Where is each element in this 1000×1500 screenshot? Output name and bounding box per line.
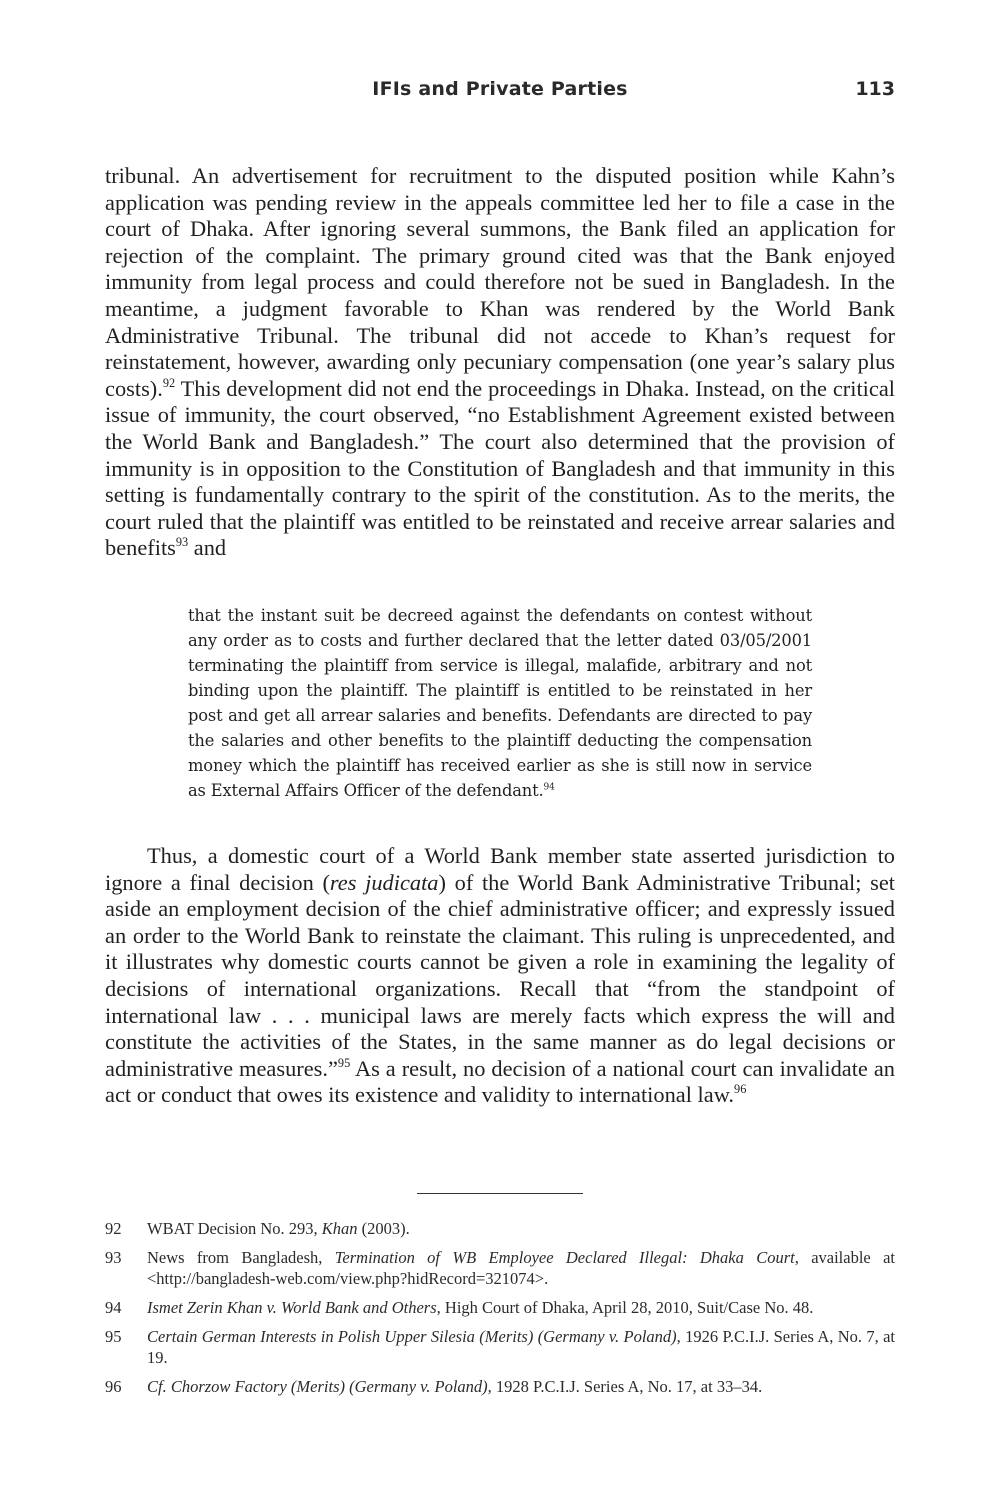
footnote-text: (2003). xyxy=(357,1219,410,1238)
footnote-text: , High Court of Dhaka, April 28, 2010, Suit/Case No. 48. xyxy=(436,1298,814,1317)
footnote-text: WBAT Decision No. 293, xyxy=(147,1219,322,1238)
footnote-number: 93 xyxy=(105,1248,122,1267)
paragraph-text: ) of the World Bank Administrative Tribunal; set aside an employment decision of the chief administrative officer; and expressly issued an order to the World Bank to reinstate the claimant. This ruling is unprecedented, and it illustrates why domestic courts cannot be given a role in examining the legality of decisions of international organizations. Recall that “from the standpoint of international law . . . municipal laws are merely facts which express the will and constitute the activities of the States, in the same manner as do legal decisions or administrative measures.” xyxy=(105,869,896,1081)
footnote-text: News from Bangladesh, xyxy=(147,1248,335,1267)
footnote-divider xyxy=(417,1193,583,1194)
page-number: 113 xyxy=(855,78,895,100)
footnote-96 xyxy=(105,1376,895,1397)
quotation-text: that the instant suit be decreed against the defendants on contest without any order as to costs and further declared that the letter dated 03/05/2001 terminating the plaintiff from service is illegal, malafide, arbitrary and not binding upon the plaintiff. The plaintiff is entitled to be reinstated in her post and get all arrear salaries and benefits. Defendants are directed to pay the salaries and other benefits to the plaintiff deducting the compensation money which the plaintiff has received earlier as she is still now in service as External Affairs Officer of the defendant. xyxy=(188,606,812,800)
footnote-text: , 1928 P.C.I.J. Series A, No. 17, at 33–34. xyxy=(487,1377,763,1396)
footnote-93 xyxy=(105,1247,895,1289)
footnote-number: 94 xyxy=(105,1298,122,1317)
running-title: IFIs and Private Parties xyxy=(372,78,628,100)
footnotes-section xyxy=(105,1218,895,1405)
footnote-ref-95[interactable]: 95 xyxy=(337,1055,351,1070)
paragraph-text: This development did not end the proceedings in Dhaka. Instead, on the critical issue of immunity, the court observed, “no Establishment Agreement existed between the World Bank and Bangladesh.” The court also determined that the provision of immunity is in opposition to the Constitution of Bangladesh and that immunity in this setting is fundamentally contrary to the spirit of the constitution. As to the merits, the court ruled that the plaintiff was entitled to be reinstated and receive arrear salaries and benefits xyxy=(105,375,895,561)
footnote-italic: Khan xyxy=(321,1219,358,1238)
footnote-ref-96[interactable]: 96 xyxy=(734,1082,747,1097)
footnote-number: 92 xyxy=(105,1219,122,1238)
italic-term: res judicata xyxy=(329,869,439,895)
paragraph-text: and xyxy=(188,535,227,561)
paragraph-text: tribunal. An advertisement for recruitment to the disputed position while Kahn’s application was pending review in the appeals committee led her to file a case in the court of Dhaka. After ignoring several summons, the Bank filed an application for rejection of the complaint. The primary ground cited was that the Bank enjoyed immunity from legal process and could therefore not be sued in Bangladesh. In the meantime, a judgment favorable to Khan was rendered by the World Bank Administrative Tribunal. The tribunal did not accede to Khan’s request for reinstatement, however, awarding only pecuniary compensation (one year’s salary plus costs). xyxy=(105,163,895,401)
footnote-ref-94[interactable]: 94 xyxy=(543,782,555,793)
footnote-92 xyxy=(105,1218,895,1239)
footnote-italic: Cf. Chorzow Factory (Merits) (Germany v. Poland) xyxy=(147,1377,488,1396)
footnote-number: 95 xyxy=(105,1327,122,1346)
footnote-number: 96 xyxy=(105,1377,122,1396)
block-quotation xyxy=(188,603,812,803)
footnote-ref-92[interactable]: 92 xyxy=(162,375,176,390)
body-paragraph-2 xyxy=(105,843,895,1109)
running-header xyxy=(105,78,895,108)
paragraph-text: As a result, no decision of a national court can invalidate an act or conduct that owes its existence and validity to international law. xyxy=(105,1055,895,1108)
footnote-italic: Termination of WB Employee Declared Illegal: Dhaka Court xyxy=(334,1248,795,1267)
paragraph-text: Thus, a domestic court of a World Bank member state asserted jurisdiction to ignore a final decision ( xyxy=(105,843,895,895)
footnote-italic: Certain German Interests in Polish Upper Silesia (Merits) (Germany v. Poland) xyxy=(147,1327,677,1346)
footnote-95 xyxy=(105,1326,895,1368)
footnote-ref-93[interactable]: 93 xyxy=(175,535,189,550)
footnote-text: , 1926 P.C.I.J. Series A, No. 7, at 19. xyxy=(147,1327,896,1367)
footnote-italic: Ismet Zerin Khan v. World Bank and Others xyxy=(147,1298,437,1317)
body-paragraph-1 xyxy=(105,163,895,562)
footnote-94 xyxy=(105,1297,895,1318)
footnote-text-with-url: , available at <http://bangladesh-web.com/view.php?hidRecord=321074>. xyxy=(147,1248,895,1288)
